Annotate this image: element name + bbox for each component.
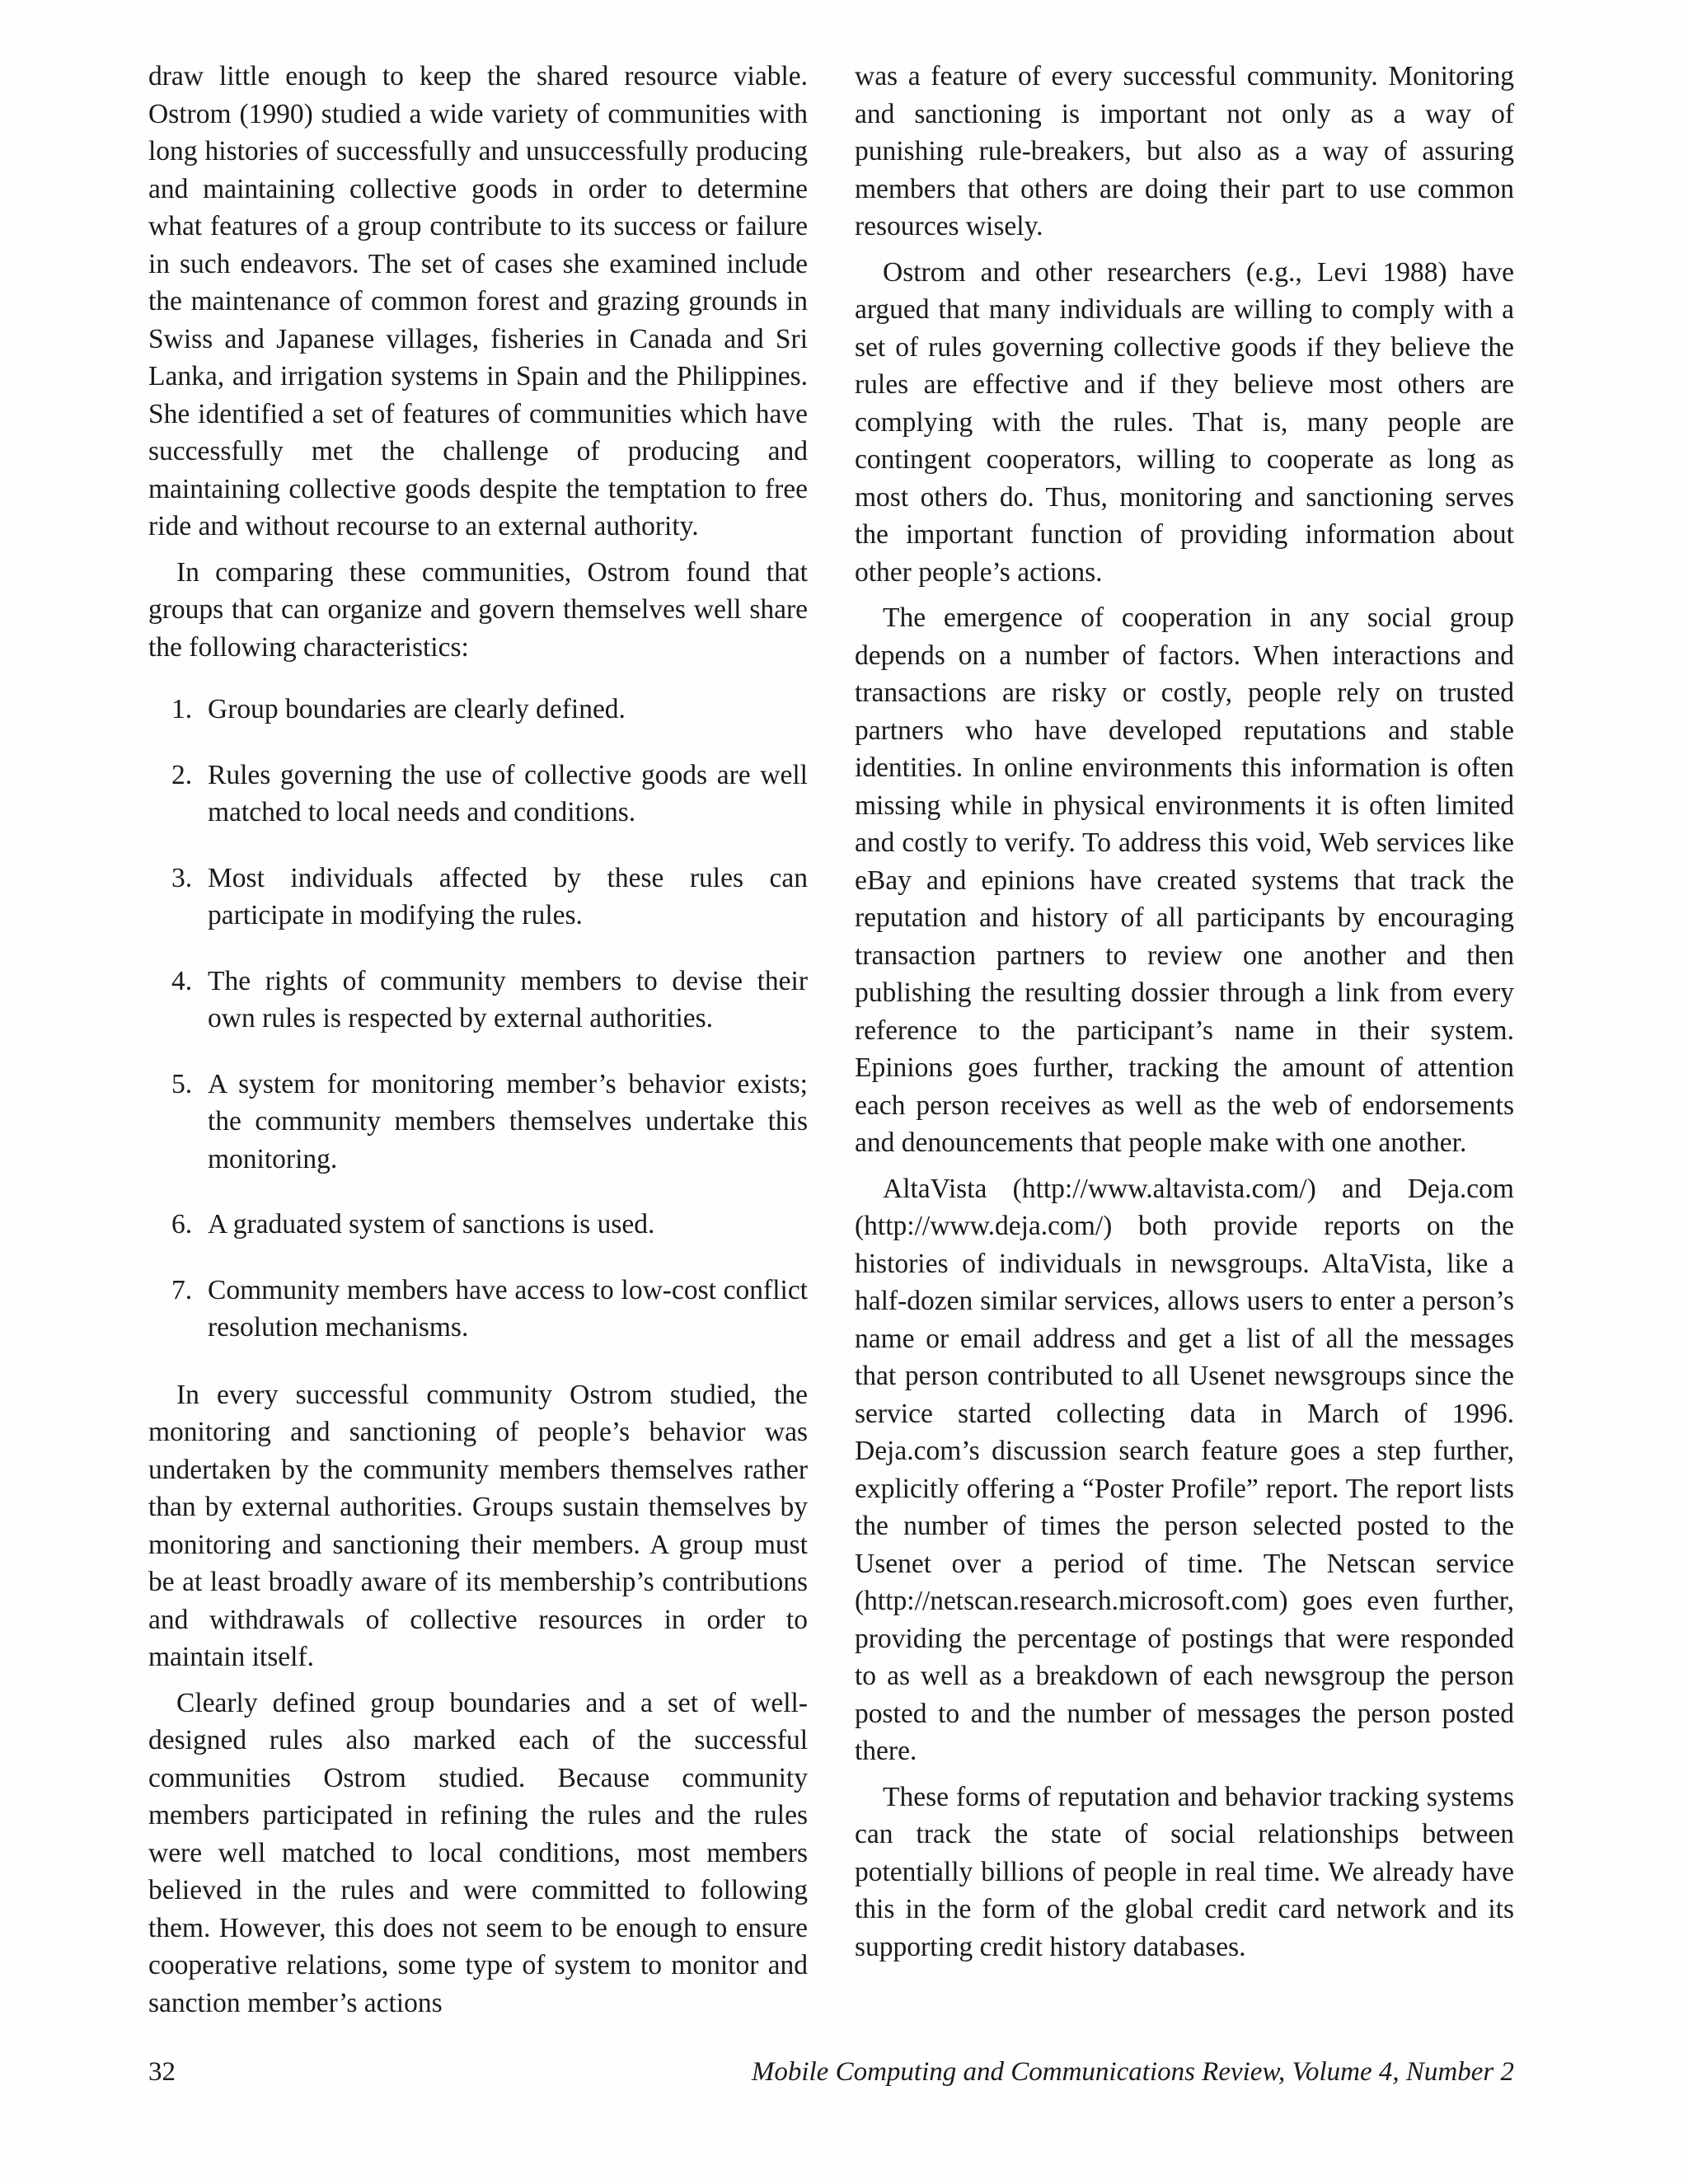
left-column (148, 58, 808, 2030)
list-item (148, 963, 808, 1038)
list-number: 3. (171, 862, 193, 893)
list-text: The rights of community members to devise their own rules is respected by external authorities. (208, 965, 808, 1033)
right-column (855, 58, 1514, 1974)
paragraph: These forms of reputation and behavior tracking systems can track the state of social relationships between potentially billions of people in real time. We already have this in the form of the global credit card network and its supporting credit history databases. (855, 1781, 1514, 1962)
journal-citation: Mobile Computing and Communications Review, Volume 4, Number 2 (751, 2057, 1514, 2087)
list-number: 2. (171, 759, 193, 790)
list-number: 6. (171, 1209, 193, 1240)
list-item (148, 1272, 808, 1347)
list-item (148, 1206, 808, 1244)
paragraph: AltaVista (http://www.altavista.com/) and Deja.com (http://www.deja.com/) both provide reports on the histories of individuals in newsgroups. AltaVista, like a half-dozen similar services, allows users to enter a person’s name or email address and get a list of all the messages that person contributed to all Usenet newsgroups since the service started collecting data in March of 1996. Deja.com’s discussion search feature goes a step further, explicitly offering a “Poster Profile” report. The report lists the number of times the person selected posted to the Usenet over a period of time. The Netscan service (http://netscan.research.microsoft.com) goes even further, providing the percentage of postings that were responded to as well as a breakdown of each newsgroup the person posted to and the number of messages the person posted there. (855, 1173, 1514, 1766)
list-number: 7. (171, 1274, 193, 1305)
paragraph: In every successful community Ostrom studied, the monitoring and sanctioning of people’s behavior was undertaken by the community members themselves rather than by external authorities. Groups sustain themselves by monitoring and sanctioning their members. A group must be at least broadly aware of its membership’s contributions and withdrawals of collective resources in order to maintain itself. (148, 1379, 808, 1672)
characteristics-list (148, 691, 808, 1347)
list-text: A system for monitoring member’s behavior exists; the community members themselves undertake this monitoring. (208, 1068, 808, 1174)
paragraph: Ostrom and other researchers (e.g., Levi 1988) have argued that many individuals are willing to comply with a set of rules governing collective goods if they believe the rules are effective and if they believe most others are complying with the rules. That is, many people are contingent cooperators, willing to cooperate as long as most others do. Thus, monitoring and sanctioning serves the important function of providing information about other people’s actions. (855, 256, 1514, 588)
paragraph: The emergence of cooperation in any social group depends on a number of factors. When interactions and transactions are risky or costly, people rely on trusted partners who have developed reputations and stable identities. In online environments this information is often missing while in physical environments it is often limited and costly to verify. To address this void, Web services like eBay and epinions have created systems that track the reputation and history of all participants by encouraging transaction partners to review one another and then publishing the resulting dossier through a link from every reference to the participant’s name in their system. Epinions goes further, tracking the amount of attention each person receives as well as the web of endorsements and denouncements that people make with one another. (855, 602, 1514, 1158)
list-text: Most individuals affected by these rules can participate in modifying the rules. (208, 862, 808, 930)
list-text: Group boundaries are clearly defined. (208, 694, 626, 724)
list-item (148, 691, 808, 729)
paragraph: In comparing these communities, Ostrom found that groups that can organize and govern themselves well share the following characteristics: (148, 556, 808, 663)
list-item (148, 757, 808, 832)
paragraph: draw little enough to keep the shared resource viable. Ostrom (1990) studied a wide variety of communities with long histories of successfully and unsuccessfully producing and maintaining collective goods in order to determine what features of a group contribute to its success or failure in such endeavors. The set of cases she examined include the maintenance of common forest and grazing grounds in Swiss and Japanese villages, fisheries in Canada and Sri Lanka, and irrigation systems in Spain and the Philippines. She identified a set of features of communities which have successfully met the challenge of producing and maintaining collective goods despite the temptation to free ride and without recourse to an external authority. (148, 61, 808, 541)
paragraph: Clearly defined group boundaries and a set of well-designed rules also marked each of the successful communities Ostrom studied. Because community members participated in refining the rules and the rules were well matched to local conditions, most members believed in the rules and were committed to following them. However, this does not seem to be enough to ensure cooperative relations, some type of system to monitor and sanction member’s actions (148, 1687, 808, 2018)
list-text: Community members have access to low-cost conflict resolution mechanisms. (208, 1274, 808, 1343)
page-number: 32 (148, 2057, 176, 2087)
list-number: 1. (171, 694, 193, 724)
list-number: 5. (171, 1068, 193, 1099)
paragraph: was a feature of every successful community. Monitoring and sanctioning is important not only as a way of punishing rule-breakers, but also as a way of assuring members that others are doing their part to use common resources wisely. (855, 61, 1514, 241)
list-number: 4. (171, 965, 193, 996)
list-text: A graduated system of sanctions is used. (208, 1209, 655, 1240)
list-item (148, 1066, 808, 1179)
list-text: Rules governing the use of collective goods are well matched to local needs and conditions. (208, 759, 808, 827)
list-item (148, 860, 808, 935)
